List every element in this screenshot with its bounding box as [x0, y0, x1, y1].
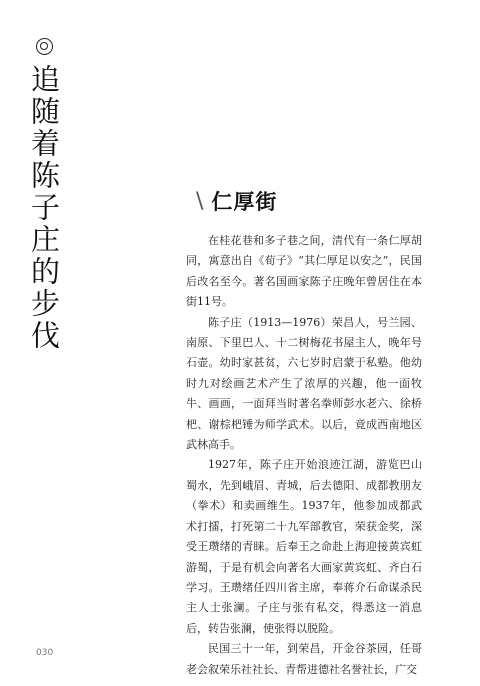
- paragraph: 陈子庄（1913—1976）荣昌人，号兰园、南原、下里巴人、十二树梅花书屋主人，晚年号石壶。幼时家甚贫，六七岁时启蒙于私塾。他幼时九对绘画艺术产生了浓厚的兴趣，他一面牧牛、画画，一面拜当时著名拳师彭水老六、徐桥杷、谢棕杷锤为师学武术。以后，竟成西南地区武林高手。: [186, 315, 422, 452]
- slash-icon: \: [196, 188, 204, 214]
- series-title: 追随着陈子庄的步伐: [27, 64, 61, 352]
- article-body: [186, 231, 422, 680]
- paragraph: 1927年，陈子庄开始浪迹江湖，游览巴山蜀水，先到峨眉、青城，后去德阳、成都教朋友（拳术）和卖画维生。1937年，他参加成都武术打擂，打死第二十九军部教官，荣获金奖，深受王瓒绪的青睐。后奉王之命赴上海迎接黄宾虹游蜀，于是有机会向著名大画家黄宾虹、齐白石学习。王瓒绪任四川省主席，奉蒋介石命谋杀民主人士张澜。子庄与张有私交，得悉这一消息后，转告张澜，使张得以脱险。: [186, 458, 422, 635]
- section-title: 仁厚街: [211, 189, 278, 214]
- page-number: 030: [36, 648, 54, 658]
- section-heading: [196, 186, 277, 216]
- double-circle-icon: [36, 38, 53, 55]
- paragraph: 在桂花巷和多子巷之间，清代有一条仁厚胡同，寓意出自《荀子》“其仁厚足以安之”，民国后改名至今。著名国画家陈子庄晚年曾居住在本街11号。: [186, 234, 422, 309]
- paragraph: 民国三十一年，到荣昌，开金谷茶园，任哥老会叙荣乐社社长、青帮进德社名誉社长，广交: [186, 642, 422, 676]
